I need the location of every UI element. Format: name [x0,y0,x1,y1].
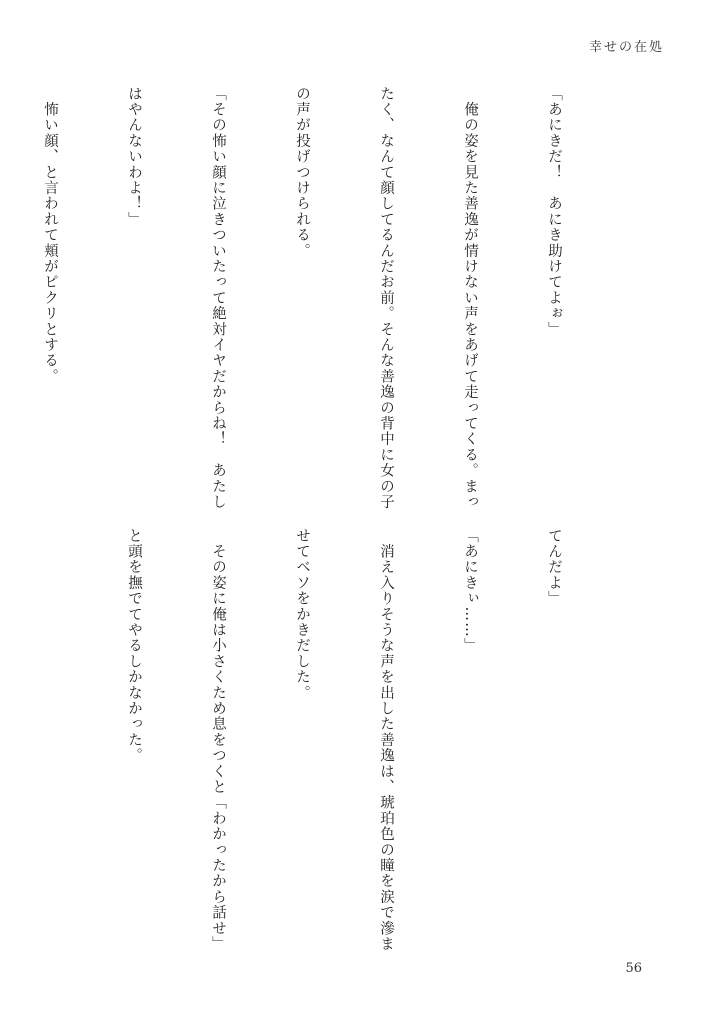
text-block-bottom [0,528,624,952]
text-line: てんだよ」 [546,528,562,607]
page-number: 56 [625,961,642,976]
text-line: 「あにきだ！ あにき助けてよぉ」 [546,86,562,338]
text-line: 消え入りそうな声を出した善逸は、琥珀色の瞳を涙で滲ま [378,528,394,952]
text-line: 「その怖い顔に泣きついたって絶対イヤだからね！ あたし [210,86,226,510]
text-line: と頭を撫でてやるしかなかった。 [126,528,142,764]
text-line: その姿に俺は小さくため息をつくと「わかったから話せ」 [210,528,226,952]
text-line: たく、なんて顔してるんだお前。そんな善逸の背中に女の子 [378,86,394,510]
text-line: 怖い顔、と言われて頬がピクリとする。 [42,86,58,385]
text-line: の声が投げつけられる。 [294,86,310,259]
text-block-top [0,86,624,510]
running-title: 幸せの在処 [588,40,664,55]
text-line: 俺の姿を見た善逸が情けない声をあげて走ってくる。まっ [462,86,478,510]
text-line: はやんないわよ！」 [126,86,142,228]
text-line: せてベソをかきだした。 [294,528,310,701]
text-line: 「あにきぃ……」 [462,528,478,654]
blank-line [36,528,64,948]
